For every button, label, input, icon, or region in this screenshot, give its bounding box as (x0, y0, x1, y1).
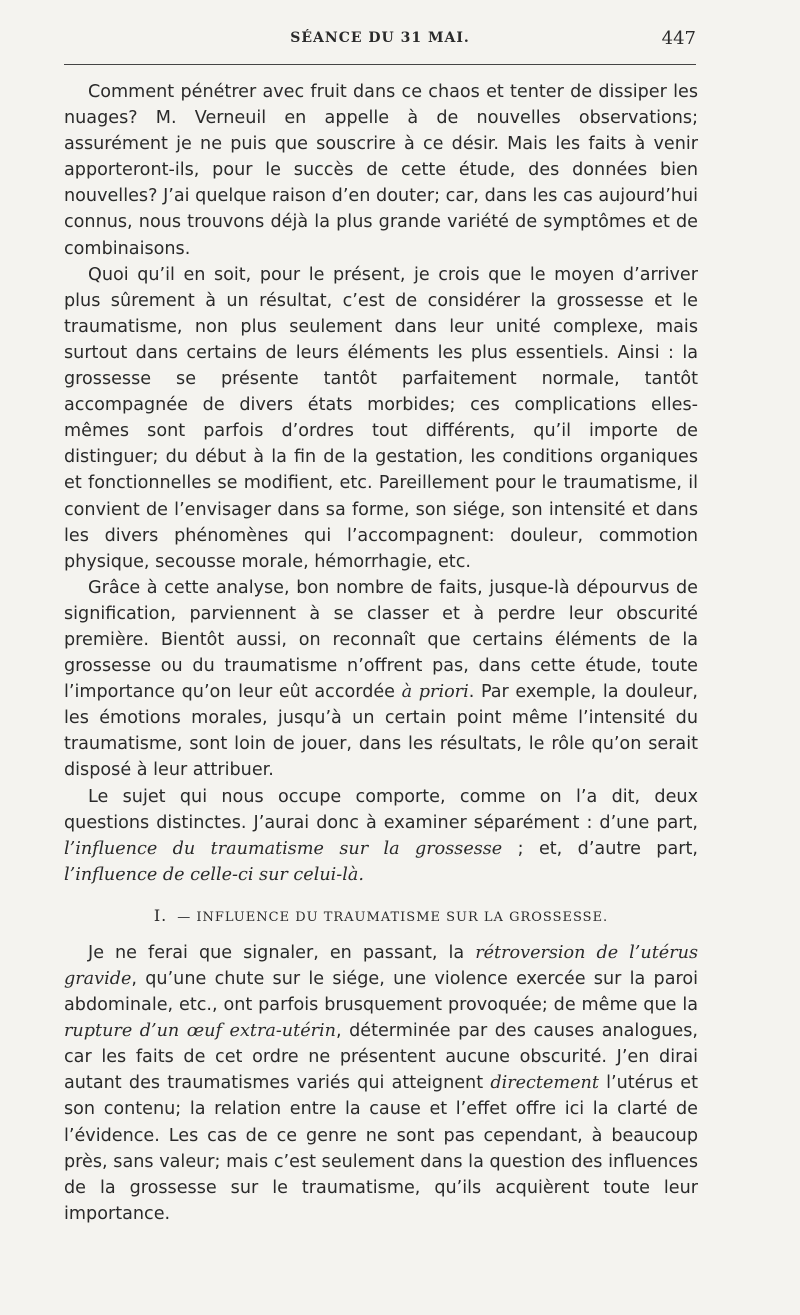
paragraph-1 (64, 79, 698, 262)
paragraph-4-text-b: ; et, d’autre part, (502, 838, 698, 859)
paragraph-5-italic-a: rétroversion de l’utérus gravide (64, 942, 698, 989)
paragraph-3-text-b: . Par exemple, la douleur, les émotions morales, jusqu’à un certain point même l’intensité du traumatisme, sont loin de jouer, dans les résultats, le rôle qu’on serait disposé à leur attribuer. (64, 682, 698, 781)
paragraph-2-text: Quoi qu’il en soit, pour le présent, je crois que le moyen d’arriver plus sûrement à un résultat, c’est de considérer la grossesse et le traumatisme, non plus seulement dans leur unité complexe, mais surtout dans certains de leurs éléments les plus essentiels. Ainsi : la grossesse se présente tantôt parfaitement normale, tantôt accompagnée de divers états morbides; ces complications elles-mêmes sont parfois d’ordres tout différents, qu’il importe de distinguer; du début à la fin de la gestation, les conditions organiques et fonctionnelles se modifient, etc. Pareillement pour le traumatisme, il convient de l’envisager dans sa forme, son siége, son intensité et dans les divers phénomènes qui l’accompagnent: douleur, commotion physique, secousse morale, hémorrhagie, etc. (64, 264, 698, 572)
section-heading (64, 906, 698, 928)
text-body (64, 79, 698, 1227)
paragraph-4-italic-b: l’influence de celle-ci sur celui-là. (64, 864, 364, 885)
paragraph-5-text-d: l’utérus et son contenu; la relation entre la cause et l’effet offre ici la clarté de l’évidence. Les cas de ce genre ne sont pas cependant, à beaucoup près, sans valeur; mais c’est seulement dans la question des influences de la grossesse sur le traumatisme, qu’ils acquièrent toute leur importance. (64, 1073, 699, 1224)
paragraph-1-text: Comment pénétrer avec fruit dans ce chaos et tenter de dissiper les nuages? M. Verneuil en appelle à de nouvelles observations; assurément je ne puis que souscrire à ce désir. Mais les faits à venir apporteront-ils, pour le succès de cette étude, des données bien nouvelles? J’ai quelque raison d’en douter; car, dans les cas aujourd’hui connus, nous trouvons déjà la plus grande variété de symptômes et de combinaisons. (64, 82, 698, 259)
paragraph-5-italic-b: rupture d’un œuf extra-utérin (64, 1021, 336, 1042)
paragraph-3-text-a: Grâce à cette analyse, bon nombre de faits, jusque-là dépourvus de signification, parviennent à se classer et à perdre leur obscurité première. Bientôt aussi, on reconnaît que certains éléments de la grossesse ou du traumatisme n’offrent pas, dans cette étude, toute l’importance qu’on leur eût accordée (64, 577, 698, 703)
paragraph-2 (64, 262, 698, 575)
paragraph-5-text-c: , déterminée par des causes analogues, car les faits de cet ordre ne présentent aucune obscurité. J’en dirai autant des traumatismes variés qui atteignent (64, 1021, 698, 1094)
paragraph-3 (64, 575, 698, 784)
header-rule (64, 64, 696, 65)
running-title: SÉANCE DU 31 MAI. (290, 30, 470, 46)
page-number: 447 (661, 28, 696, 49)
section-title: — INFLUENCE DU TRAUMATISME SUR LA GROSSESSE. (177, 909, 609, 925)
paragraph-5-text-a: Je ne ferai que signaler, en passant, la (88, 942, 476, 963)
paragraph-4 (64, 784, 698, 888)
paragraph-5-text-b: , qu’une chute sur le siége, une violence exercée sur la paroi abdominale, etc., ont parfois brusquement provoquée; de même que la (64, 969, 698, 1016)
running-head (64, 30, 696, 54)
paragraph-3-italic-a-priori: à priori (401, 682, 469, 703)
paragraph-5-italic-c: directement (490, 1073, 599, 1094)
section-number: I. (153, 905, 168, 925)
paragraph-5 (64, 940, 698, 1227)
paragraph-4-text-a: Le sujet qui nous occupe comporte, comme on l’a dit, deux questions distinctes. J’aurai donc à examiner séparément : d’une part, (64, 786, 698, 833)
paragraph-4-italic-a: l’influence du traumatisme sur la grossesse (64, 838, 503, 859)
